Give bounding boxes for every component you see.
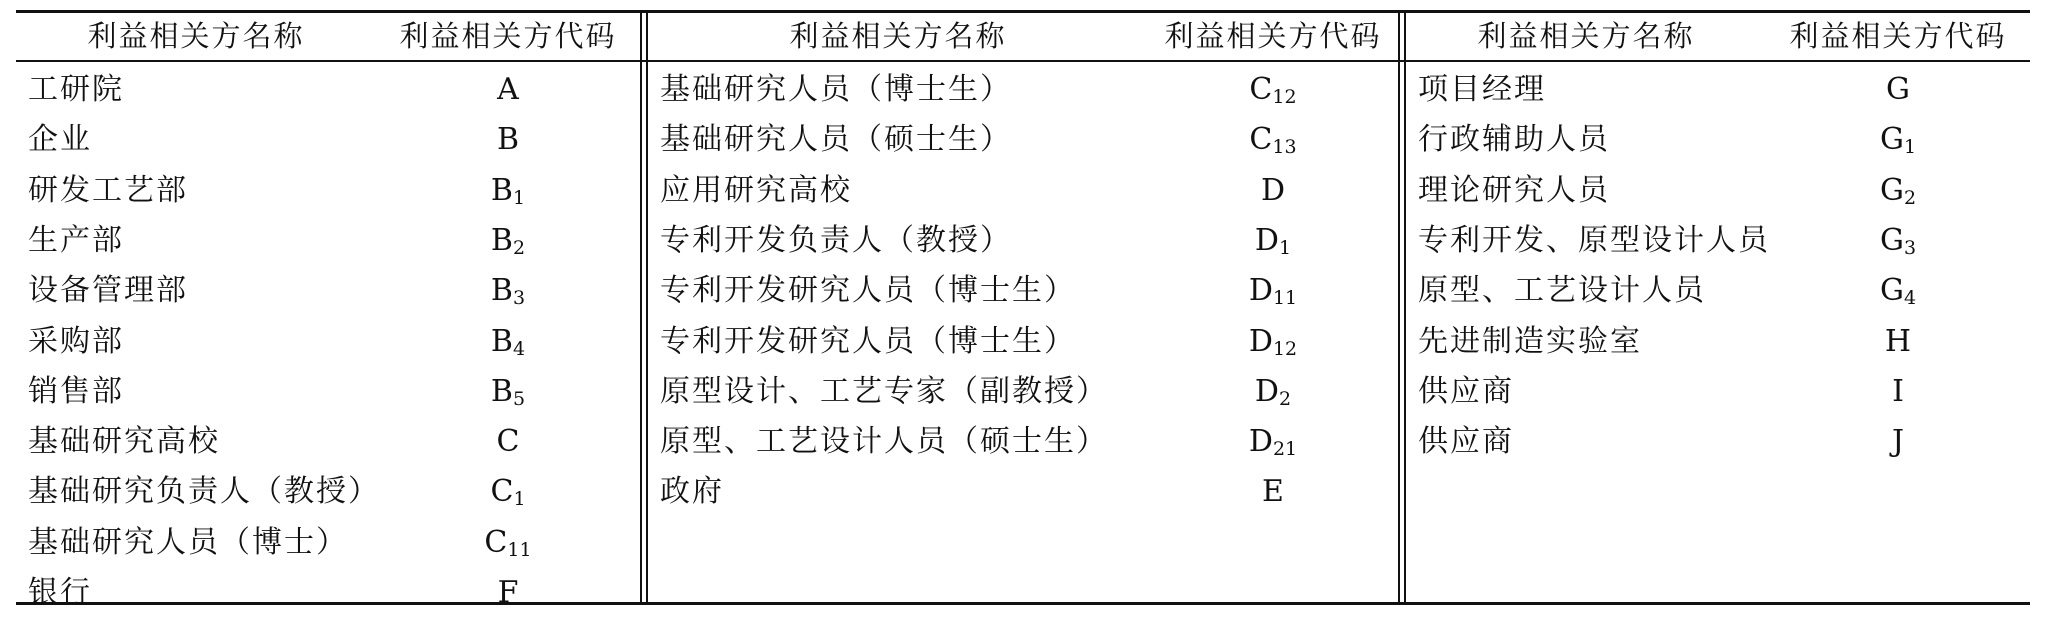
stakeholder-name: 企业 [28,122,92,158]
stakeholder-code [1148,267,1398,315]
stakeholder-name: 理论研究人员 [1418,172,1610,208]
table-row [16,519,640,567]
header-name: 利益相关方名称 [789,19,1007,53]
code-letter: B [490,172,513,208]
stakeholder-code [376,116,640,164]
table-row [16,318,640,366]
stakeholder-name: 基础研究人员（硕士生） [660,122,1012,158]
stakeholder-name: 工研院 [28,72,124,107]
table-row [1406,66,2030,114]
table-row [648,418,1398,466]
stakeholder-name: 专利开发研究人员（博士生） [660,323,1076,359]
table-row [16,267,640,315]
code-letter: J [1891,424,1905,460]
code-letter: C [1249,72,1273,107]
stakeholder-code [376,217,640,265]
header-code: 利益相关方代码 [399,19,617,53]
stakeholder-code [376,318,640,366]
stakeholder-name: 原型设计、工艺专家（副教授） [660,373,1108,409]
header-name: 利益相关方名称 [87,19,305,53]
table-row [16,66,640,114]
code-subscript: 2 [512,236,526,259]
stakeholder-code [376,66,640,114]
stakeholder-code [1148,318,1398,366]
stakeholder-code [1148,66,1398,114]
table-row [1406,368,2030,416]
stakeholder-name: 原型、工艺设计人员 [1418,273,1706,309]
code-subscript: 12 [1272,86,1297,108]
stakeholder-code [376,418,640,466]
stakeholder-code [376,468,640,516]
stakeholder-name: 项目经理 [1418,72,1546,107]
code-letter: F [497,575,519,610]
header-code: 利益相关方代码 [1789,19,2007,53]
code-subscript: 11 [1272,287,1298,310]
stakeholder-code [376,167,640,215]
table-row [648,468,1398,516]
code-letter: G [1879,122,1904,158]
code-subscript: 1 [1903,136,1917,159]
stakeholder-code [1148,368,1398,416]
stakeholder-code [376,569,640,617]
stakeholder-name: 基础研究负责人（教授） [28,474,380,510]
code-subscript: 3 [512,287,526,310]
code-subscript: 2 [1278,387,1292,410]
code-subscript: 3 [1903,236,1917,259]
code-subscript: 1 [1278,236,1292,259]
stakeholder-code [1766,418,2030,466]
code-letter: B [490,323,513,359]
table-panel-2 [648,10,1398,605]
table-row [16,368,640,416]
stakeholder-name: 专利开发负责人（教授） [660,222,1012,258]
stakeholder-name: 银行 [28,575,92,610]
stakeholder-name: 基础研究人员（博士） [28,524,348,560]
stakeholder-name: 专利开发、原型设计人员 [1418,222,1770,258]
stakeholder-code [376,267,640,315]
stakeholder-name: 供应商 [1418,424,1514,460]
stakeholder-code [1766,267,2030,315]
code-letter: B [490,373,513,409]
table-row [1406,267,2030,315]
stakeholder-name: 基础研究高校 [28,424,220,460]
code-subscript: 1 [513,488,526,511]
code-letter: D [1254,373,1279,409]
code-subscript: 21 [1272,438,1298,461]
table-row [648,267,1398,315]
code-subscript: 4 [1903,287,1917,310]
table-row [1406,116,2030,164]
table-row [648,368,1398,416]
code-letter: G [1886,72,1910,107]
stakeholder-code [1148,167,1398,215]
code-letter: D [1254,222,1279,258]
stakeholder-name: 研发工艺部 [28,172,188,208]
table-row [1406,418,2030,466]
stakeholder-code [1148,217,1398,265]
table-row [648,167,1398,215]
table-panel-3 [1406,10,2030,605]
stakeholder-code [1148,468,1398,516]
code-subscript: 4 [512,337,526,360]
code-letter: C [484,524,508,560]
code-letter: B [490,273,513,309]
code-letter: A [497,72,519,107]
table-row [16,116,640,164]
code-subscript: 12 [1272,337,1298,360]
stakeholder-code [1766,167,2030,215]
code-letter: D [1248,424,1273,460]
stakeholder-name: 专利开发研究人员（博士生） [660,273,1076,309]
code-letter: H [1884,323,1912,359]
stakeholder-code [1766,66,2030,114]
panel-separator [1398,10,1400,605]
stakeholder-name: 销售部 [28,373,124,409]
table-row [16,569,640,617]
header-name: 利益相关方名称 [1477,19,1695,53]
header-code: 利益相关方代码 [1164,19,1382,53]
code-letter: D [1260,172,1286,208]
table-row [16,468,640,516]
code-letter: E [1262,474,1284,510]
table-row [648,217,1398,265]
table-row [1406,318,2030,366]
stakeholder-name: 供应商 [1418,373,1514,409]
code-subscript: 5 [512,387,526,410]
code-subscript: 1 [512,186,526,209]
stakeholder-name: 设备管理部 [28,273,188,309]
stakeholder-code [1766,318,2030,366]
code-letter: D [1248,323,1273,359]
table-row [16,418,640,466]
stakeholder-name: 应用研究高校 [660,172,852,208]
code-letter: C [496,424,520,460]
code-letter: B [490,222,513,258]
stakeholder-name: 基础研究人员（博士生） [660,72,1012,107]
code-letter: G [1879,172,1904,208]
code-letter: C [490,474,514,510]
code-letter: G [1879,273,1904,309]
stakeholder-name: 原型、工艺设计人员（硕士生） [660,424,1108,460]
code-letter: I [1892,373,1904,409]
code-subscript: 2 [1903,186,1917,209]
stakeholder-name: 政府 [660,474,724,510]
code-letter: D [1248,273,1273,309]
code-subscript: 11 [507,538,532,561]
code-subscript: 13 [1272,136,1297,159]
stakeholder-code [1148,418,1398,466]
stakeholder-code [376,368,640,416]
stakeholder-code [376,519,640,567]
code-letter: G [1879,222,1904,258]
code-letter: B [496,122,520,158]
table-row [1406,167,2030,215]
stakeholder-name: 行政辅助人员 [1418,122,1610,158]
table-panel-1 [16,10,640,610]
table-row [648,318,1398,366]
panel-separator [640,10,642,605]
table-row [1406,217,2030,265]
stakeholder-name: 采购部 [28,323,124,359]
table-row [16,167,640,215]
stakeholder-code [1766,116,2030,164]
table-row [648,66,1398,114]
stakeholder-code [1148,116,1398,164]
code-letter: C [1249,122,1273,158]
stakeholder-name: 生产部 [28,222,124,258]
table-row [648,116,1398,164]
stakeholder-code [1766,368,2030,416]
table-row [16,217,640,265]
stakeholder-name: 先进制造实验室 [1418,323,1642,359]
stakeholder-code [1766,217,2030,265]
